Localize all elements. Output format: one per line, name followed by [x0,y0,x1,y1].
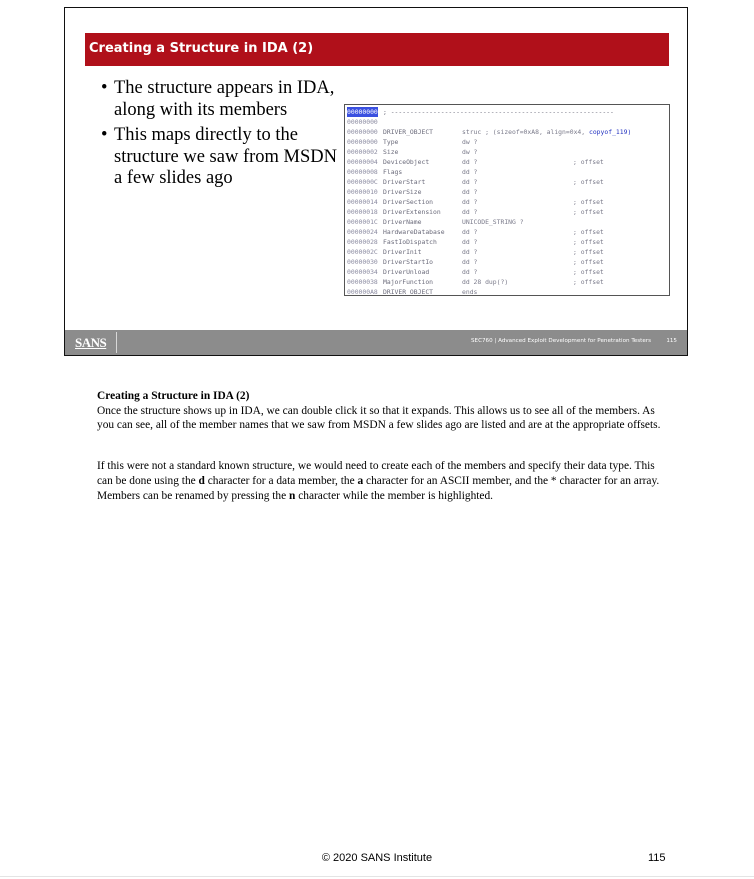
code-member-name: DriverSection [383,198,434,206]
code-line-member [345,237,669,247]
code-member-type: dw ? [462,138,478,146]
code-address: 00000030 [347,258,378,266]
code-comment: ; offset [573,238,604,246]
code-member-name: DRIVER_OBJECT [383,288,434,296]
slide-footer [65,330,687,355]
sans-logo: SANS [75,335,107,350]
bullet-text: The structure appears in IDA, along with its members [114,78,335,120]
code-line-member [345,207,669,217]
notes-key-a: a [357,474,364,487]
sans-logo-box [69,332,117,353]
code-member-type: dd ? [462,188,478,196]
code-comment: ; offset [573,248,604,256]
code-comment: ; offset [573,278,604,286]
notes-text: character while the member is highlighted. [295,489,494,502]
code-comment: ; offset [573,158,604,166]
bullet-dot-icon: • [101,125,108,145]
code-member-type: dd ? [462,208,478,216]
code-separator [383,107,614,117]
code-member-name: DriverStart [383,178,426,186]
code-member-type: UNICODE_STRING ? [462,218,524,226]
code-member-type: dd ? [462,258,478,266]
notes-paragraph-1: Once the structure shows up in IDA, we can double click it so that it expands. This allows us to see all of the members. As you can see, all of the member names that we saw from MSDN a few slides ago are listed and are at the appropriate offsets. [97,404,661,432]
code-line-member [345,217,669,227]
code-member-name: MajorFunction [383,278,434,286]
code-member-name: DriverUnload [383,268,430,276]
notes-paragraph-2 [97,459,667,503]
notes-key-n: n [289,489,296,502]
code-line-header [345,107,669,117]
code-line-blank [345,117,669,127]
code-address: 00000008 [347,168,378,176]
code-member-type: dd ? [462,168,478,176]
code-struct-decl [462,127,631,137]
code-address: 00000038 [347,278,378,286]
code-semicolon: ; [383,108,387,116]
code-struct-type: struc ; (sizeof=0xA8, align=0x4, [462,128,586,136]
code-member-type: dd 28 dup(?) [462,278,509,286]
code-address: 00000000 [347,138,378,146]
code-line-member [345,147,669,157]
code-line-member [345,187,669,197]
code-member-name: DriverInit [383,248,422,256]
code-member-type: dd ? [462,158,478,166]
code-comment: ; offset [573,198,604,206]
code-line-struct [345,127,669,137]
notes-text: character for an ASCII member, and the * character for an array. Members can be renamed by pressing the [97,474,660,502]
code-address: 0000001C [347,218,378,226]
code-line-member [345,247,669,257]
footer-slide-number: 115 [666,338,677,344]
code-member-name: DriverExtension [383,208,441,216]
code-line-member [345,137,669,147]
ida-structure-view [344,104,670,296]
code-address: 00000000 [347,118,378,126]
code-address: 00000000 [347,108,378,116]
code-address: 00000018 [347,208,378,216]
code-struct-name: DRIVER_OBJECT [383,128,434,136]
code-member-type: dd ? [462,198,478,206]
member-list [345,137,669,296]
code-member-type: dd ? [462,178,478,186]
code-member-name: DriverSize [383,188,422,196]
code-member-type: ends [462,288,478,296]
bullet-item [101,125,341,190]
notes-text: If this were not a standard known structure, we would need to create each of the members and specify their data type. This can be done using the [97,460,655,487]
code-address: 0000000C [347,178,378,186]
code-member-name: DeviceObject [383,158,430,166]
bullet-item [101,78,341,121]
code-member-type: dd ? [462,238,478,246]
code-member-name: Flags [383,168,403,176]
code-member-name: Size [383,148,399,156]
code-address: 00000028 [347,238,378,246]
code-struct-link: copyof_119) [588,128,632,136]
bottom-rule [0,876,754,877]
code-line-member [345,227,669,237]
notes-text: character for a data member, the [204,474,358,487]
code-member-name: HardwareDatabase [383,228,445,236]
slide-title: Creating a Structure in IDA (2) [89,41,314,56]
bullet-text: This maps directly to the structure we saw from MSDN a few slides ago [114,125,337,188]
code-line-member [345,157,669,167]
code-comment: ; offset [573,178,604,186]
code-comment: ; offset [573,258,604,266]
bullet-list [101,78,341,194]
code-member-name: Type [383,138,399,146]
code-member-type: dd ? [462,248,478,256]
notes-key-d: d [198,474,205,487]
code-address: 00000024 [347,228,378,236]
code-address: 0000002C [347,248,378,256]
code-line-member [345,287,669,296]
code-member-name: FastIoDispatch [383,238,437,246]
code-line-member [345,267,669,277]
code-comment: ; offset [573,268,604,276]
paragraph-gap [97,433,667,459]
bullet-dot-icon: • [101,78,108,98]
code-address: 00000014 [347,198,378,206]
code-comment: ; offset [573,208,604,216]
code-address: 00000000 [347,128,378,136]
slide-title-bar [85,33,669,66]
code-line-member [345,167,669,177]
code-address: 00000034 [347,268,378,276]
code-address: 00000010 [347,188,378,196]
code-line-member [345,197,669,207]
code-dashes: ---------------------------------------------------------- [386,108,614,116]
code-line-member [345,257,669,267]
code-address: 00000002 [347,148,378,156]
code-member-type: dd ? [462,228,478,236]
code-comment: ; offset [573,228,604,236]
code-member-type: dd ? [462,268,478,276]
code-member-type: dw ? [462,148,478,156]
code-member-name: DriverName [383,218,422,226]
page-number: 115 [648,852,666,864]
footer-course-title: SEC760 | Advanced Exploit Development for Penetration Testers [470,338,651,344]
code-address: 00000004 [347,158,378,166]
code-member-name: DriverStartIo [383,258,434,266]
speaker-notes [97,389,667,503]
code-line-member [345,277,669,287]
code-line-member [345,177,669,187]
notes-title: Creating a Structure in IDA (2) [97,390,250,402]
code-address: 000000A8 [347,288,378,296]
slide [64,7,688,356]
page-copyright: © 2020 SANS Institute [321,852,433,864]
